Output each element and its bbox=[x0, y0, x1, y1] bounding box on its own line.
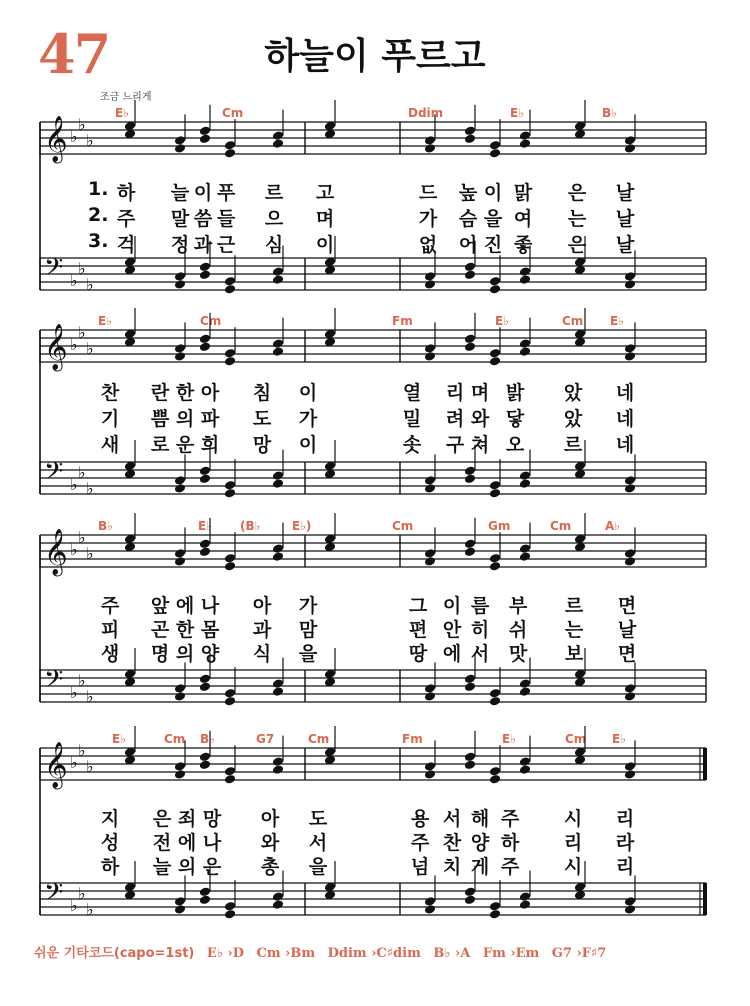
chord-label: Fm bbox=[402, 732, 423, 746]
chord-label: B♭ bbox=[98, 519, 113, 533]
music-system-2 bbox=[40, 310, 706, 520]
flat-icon: ♭ bbox=[70, 540, 78, 559]
lyric-syllable: 도 bbox=[308, 808, 328, 830]
lyric-syllable: 았 bbox=[563, 382, 583, 404]
flat-icon: ♭ bbox=[70, 683, 78, 702]
lyric-syllable: 솟 bbox=[402, 434, 422, 456]
guitar-chord-pair: Cm ›Bm bbox=[256, 946, 316, 961]
lyric-syllable: 해 bbox=[470, 808, 490, 830]
flat-icon: ♭ bbox=[70, 335, 78, 354]
guitar-chord-label: 쉬운 기타코드(capo=1st) bbox=[34, 946, 195, 961]
lyric-syllable: 망 bbox=[202, 808, 222, 830]
lyric-syllable: 르 bbox=[264, 182, 284, 204]
lyric-syllable: 한 bbox=[175, 382, 195, 404]
chord-label: Cm bbox=[164, 732, 186, 746]
lyric-syllable: 성 bbox=[100, 832, 120, 854]
lyric-syllable: 와 bbox=[470, 408, 490, 430]
lyric-syllable: 주 bbox=[500, 856, 520, 878]
lyric-syllable: 을 bbox=[483, 208, 503, 230]
lyric-syllable: 로 bbox=[150, 434, 170, 456]
lyric-syllable: 을 bbox=[298, 643, 318, 665]
lyric-syllable: 씀 bbox=[193, 208, 213, 230]
lyric-syllable: 으 bbox=[264, 208, 284, 230]
lyric-syllable: 시 bbox=[563, 856, 583, 878]
lyric-row-verse-2 bbox=[40, 615, 706, 641]
flat-icon: ♭ bbox=[70, 127, 78, 146]
chord-label: E♭ bbox=[612, 732, 626, 746]
flat-icon: ♭ bbox=[86, 131, 94, 150]
lyric-syllable: 높 bbox=[458, 182, 478, 204]
lyric-syllable: 밀 bbox=[402, 408, 422, 430]
lyric-row-verse-2 bbox=[40, 828, 706, 854]
lyric-syllable: 지 bbox=[100, 808, 120, 830]
lyric-syllable: 드 bbox=[418, 182, 438, 204]
chord-label: Cm bbox=[200, 314, 222, 328]
lyric-syllable: 면 bbox=[617, 595, 637, 617]
lyric-syllable: 기 bbox=[100, 408, 120, 430]
lyric-syllable: 리 bbox=[615, 808, 635, 830]
lyric-syllable: 맑 bbox=[513, 182, 533, 204]
chord-label: E♭) bbox=[292, 519, 312, 533]
lyric-row-verse-3 bbox=[40, 230, 706, 256]
lyric-syllable: 말 bbox=[170, 208, 190, 230]
lyric-syllable: 서 bbox=[308, 832, 328, 854]
lyric-syllable: 아 bbox=[260, 808, 280, 830]
lyric-syllable: 하 bbox=[116, 182, 136, 204]
flat-icon: ♭ bbox=[86, 479, 94, 498]
lyric-syllable: 하 bbox=[500, 832, 520, 854]
lyric-syllable: 라 bbox=[615, 832, 635, 854]
bass-clef-icon: 𝄢 bbox=[44, 878, 64, 913]
verse-number: 3. bbox=[88, 230, 109, 252]
flat-icon: ♭ bbox=[70, 475, 78, 494]
lyric-syllable: 히 bbox=[470, 619, 490, 641]
chord-label: E♭ bbox=[198, 519, 212, 533]
lyric-syllable: 좋 bbox=[513, 234, 533, 256]
lyric-syllable: 란 bbox=[150, 382, 170, 404]
lyric-syllable: 안 bbox=[442, 619, 462, 641]
music-system-4 bbox=[40, 728, 706, 938]
lyric-syllable: 이 bbox=[298, 382, 318, 404]
flat-icon: ♭ bbox=[86, 275, 94, 294]
chord-label: Cm bbox=[392, 519, 414, 533]
lyric-syllable: 가 bbox=[298, 408, 318, 430]
lyric-row-verse-3 bbox=[40, 639, 706, 665]
lyric-syllable: 식 bbox=[252, 643, 272, 665]
lyric-syllable: 치 bbox=[442, 856, 462, 878]
lyric-syllable: 과 bbox=[193, 234, 213, 256]
lyric-syllable: 쁨 bbox=[150, 408, 170, 430]
flat-icon: ♭ bbox=[86, 687, 94, 706]
chord-label: Ddim bbox=[408, 106, 444, 120]
lyric-syllable: 며 bbox=[315, 208, 335, 230]
lyric-row-verse-3 bbox=[40, 430, 706, 456]
flat-icon: ♭ bbox=[86, 900, 94, 919]
lyric-syllable: 피 bbox=[100, 619, 120, 641]
lyric-syllable: 나 bbox=[202, 832, 222, 854]
flat-icon: ♭ bbox=[78, 741, 86, 760]
lyric-syllable: 근 bbox=[216, 234, 236, 256]
lyric-syllable: 주 bbox=[116, 208, 136, 230]
lyric-syllable: 은 bbox=[567, 234, 587, 256]
lyric-syllable: 은 bbox=[152, 808, 172, 830]
lyric-syllable: 여 bbox=[513, 208, 533, 230]
lyric-syllable: 보 bbox=[564, 643, 584, 665]
lyric-syllable: 에 bbox=[175, 595, 195, 617]
guitar-chord-pair: Ddim ›C♯dim bbox=[327, 946, 421, 961]
bass-clef-icon: 𝄢 bbox=[44, 253, 64, 288]
chord-label: E♭ bbox=[112, 732, 126, 746]
lyric-syllable: 시 bbox=[563, 808, 583, 830]
lyric-syllable: 은 bbox=[202, 856, 222, 878]
lyric-syllable: 전 bbox=[152, 832, 172, 854]
chord-label: Gm bbox=[488, 519, 511, 533]
lyric-syllable: 날 bbox=[615, 182, 635, 204]
flat-icon: ♭ bbox=[78, 528, 86, 547]
chord-label: Fm bbox=[392, 314, 413, 328]
lyric-syllable: 찬 bbox=[100, 382, 120, 404]
lyric-syllable: 땅 bbox=[408, 643, 428, 665]
lyric-syllable: 찬 bbox=[442, 832, 462, 854]
lyric-syllable: 운 bbox=[175, 434, 195, 456]
lyric-syllable: 구 bbox=[445, 434, 465, 456]
chord-label: Cm bbox=[565, 732, 587, 746]
guitar-chord-pair: E♭ ›D bbox=[206, 946, 244, 961]
chord-label: Cm bbox=[550, 519, 572, 533]
lyric-syllable: 생 bbox=[100, 643, 120, 665]
lyric-row-verse-1 bbox=[40, 178, 706, 204]
chord-label: B♭ bbox=[200, 732, 215, 746]
flat-icon: ♭ bbox=[70, 753, 78, 772]
lyric-syllable: 이 bbox=[442, 595, 462, 617]
flat-icon: ♭ bbox=[86, 544, 94, 563]
lyric-syllable: 나 bbox=[200, 595, 220, 617]
lyric-syllable: 서 bbox=[442, 808, 462, 830]
chord-label: E♭ bbox=[510, 106, 524, 120]
treble-clef-icon: 𝄞 bbox=[44, 529, 68, 575]
flat-icon: ♭ bbox=[86, 339, 94, 358]
lyric-syllable: 게 bbox=[470, 856, 490, 878]
bass-clef-icon: 𝄢 bbox=[44, 457, 64, 492]
music-system-3 bbox=[40, 515, 706, 725]
lyric-syllable: 양 bbox=[470, 832, 490, 854]
lyric-syllable: 용 bbox=[410, 808, 430, 830]
lyric-syllable: 곤 bbox=[150, 619, 170, 641]
chord-label: Cm bbox=[562, 314, 584, 328]
guitar-chord-pair: B♭ ›A bbox=[433, 946, 471, 961]
lyric-syllable: 에 bbox=[177, 832, 197, 854]
lyric-syllable: 았 bbox=[563, 408, 583, 430]
lyric-syllable: 쉬 bbox=[508, 619, 528, 641]
lyric-syllable: 그 bbox=[408, 595, 428, 617]
lyric-syllable: 열 bbox=[402, 382, 422, 404]
lyric-syllable: 정 bbox=[170, 234, 190, 256]
lyric-syllable: 주 bbox=[410, 832, 430, 854]
lyric-row-verse-1 bbox=[40, 804, 706, 830]
guitar-chord-pair: Fm ›Em bbox=[482, 946, 540, 961]
lyric-syllable: 을 bbox=[308, 856, 328, 878]
lyric-syllable: 닿 bbox=[505, 408, 525, 430]
lyric-syllable: 총 bbox=[260, 856, 280, 878]
lyric-syllable: 새 bbox=[100, 434, 120, 456]
lyric-syllable: 양 bbox=[200, 643, 220, 665]
lyric-syllable: 고 bbox=[315, 182, 335, 204]
lyric-syllable: 리 bbox=[445, 382, 465, 404]
flat-icon: ♭ bbox=[78, 115, 86, 134]
flat-icon: ♭ bbox=[78, 671, 86, 690]
lyric-syllable: 한 bbox=[175, 619, 195, 641]
guitar-chord-pair: G7 ›F♯7 bbox=[551, 946, 607, 961]
chord-label: G7 bbox=[256, 732, 275, 746]
lyric-syllable: 하 bbox=[100, 856, 120, 878]
lyric-syllable: 네 bbox=[615, 408, 635, 430]
lyric-syllable: 는 bbox=[567, 208, 587, 230]
lyric-syllable: 네 bbox=[615, 434, 635, 456]
lyric-syllable: 은 bbox=[567, 182, 587, 204]
lyric-syllable: 쳐 bbox=[470, 434, 490, 456]
flat-icon: ♭ bbox=[70, 271, 78, 290]
treble-clef-icon: 𝄞 bbox=[44, 324, 68, 370]
lyric-syllable: 부 bbox=[508, 595, 528, 617]
lyric-syllable: 리 bbox=[563, 832, 583, 854]
lyric-syllable: 면 bbox=[617, 643, 637, 665]
flat-icon: ♭ bbox=[78, 884, 86, 903]
lyric-syllable: 망 bbox=[252, 434, 272, 456]
lyric-syllable: 아 bbox=[200, 382, 220, 404]
lyric-syllable: 진 bbox=[483, 234, 503, 256]
lyric-syllable: 어 bbox=[458, 234, 478, 256]
lyric-syllable: 르 bbox=[564, 595, 584, 617]
lyric-syllable: 과 bbox=[252, 619, 272, 641]
chord-label: E♭ bbox=[98, 314, 112, 328]
lyric-syllable: 름 bbox=[470, 595, 490, 617]
lyric-syllable: 날 bbox=[615, 234, 635, 256]
lyric-syllable: 서 bbox=[470, 643, 490, 665]
lyric-syllable: 의 bbox=[177, 856, 197, 878]
lyric-syllable: 려 bbox=[445, 408, 465, 430]
chord-label: E♭ bbox=[502, 732, 516, 746]
flat-icon: ♭ bbox=[78, 463, 86, 482]
lyric-syllable: 명 bbox=[150, 643, 170, 665]
flat-icon: ♭ bbox=[78, 259, 86, 278]
lyric-syllable: 의 bbox=[175, 408, 195, 430]
flat-icon: ♭ bbox=[70, 896, 78, 915]
bass-clef-icon: 𝄢 bbox=[44, 665, 64, 700]
music-system-1 bbox=[40, 100, 706, 310]
chord-label: Cm bbox=[308, 732, 330, 746]
lyric-row-verse-3 bbox=[40, 852, 706, 878]
lyric-syllable: 침 bbox=[252, 382, 272, 404]
lyric-syllable: 는 bbox=[564, 619, 584, 641]
lyric-syllable: 슴 bbox=[458, 208, 478, 230]
lyric-row-verse-2 bbox=[40, 204, 706, 230]
hymn-number: 47 bbox=[38, 22, 110, 86]
lyric-syllable: 앞 bbox=[150, 595, 170, 617]
treble-clef-icon: 𝄞 bbox=[44, 116, 68, 162]
lyric-syllable: 의 bbox=[175, 643, 195, 665]
flat-icon: ♭ bbox=[86, 757, 94, 776]
chord-label: E♭ bbox=[610, 314, 624, 328]
lyric-syllable: 이 bbox=[193, 182, 213, 204]
lyric-syllable: 걱 bbox=[116, 234, 136, 256]
lyric-syllable: 들 bbox=[216, 208, 236, 230]
lyric-syllable: 주 bbox=[100, 595, 120, 617]
lyric-syllable: 이 bbox=[483, 182, 503, 204]
lyric-syllable: 몸 bbox=[200, 619, 220, 641]
lyric-syllable: 이 bbox=[298, 434, 318, 456]
lyric-syllable: 파 bbox=[200, 408, 220, 430]
lyric-syllable: 도 bbox=[252, 408, 272, 430]
lyric-syllable: 가 bbox=[298, 595, 318, 617]
lyric-syllable: 이 bbox=[315, 234, 335, 256]
lyric-syllable: 리 bbox=[615, 856, 635, 878]
chord-label: E♭ bbox=[115, 106, 129, 120]
chord-label: B♭ bbox=[602, 106, 617, 120]
lyric-syllable: 와 bbox=[260, 832, 280, 854]
lyric-syllable: 주 bbox=[500, 808, 520, 830]
lyric-syllable: 밝 bbox=[505, 382, 525, 404]
lyric-syllable: 편 bbox=[408, 619, 428, 641]
chord-label: E♭ bbox=[495, 314, 509, 328]
guitar-chord-legend bbox=[34, 942, 614, 961]
lyric-row-verse-2 bbox=[40, 404, 706, 430]
chord-label: A♭ bbox=[605, 519, 620, 533]
lyric-syllable: 푸 bbox=[216, 182, 236, 204]
lyric-syllable: 맘 bbox=[298, 619, 318, 641]
tempo-marking: 조금 느리게 bbox=[100, 92, 152, 103]
lyric-syllable: 가 bbox=[418, 208, 438, 230]
lyric-syllable: 르 bbox=[563, 434, 583, 456]
flat-icon: ♭ bbox=[78, 323, 86, 342]
lyric-syllable: 없 bbox=[418, 234, 438, 256]
hymn-title: 하늘이 푸르고 bbox=[264, 36, 486, 77]
lyric-row-verse-1 bbox=[40, 591, 706, 617]
lyric-syllable: 날 bbox=[617, 619, 637, 641]
lyric-syllable: 늘 bbox=[170, 182, 190, 204]
lyric-syllable: 죄 bbox=[177, 808, 197, 830]
lyric-syllable: 며 bbox=[470, 382, 490, 404]
lyric-syllable: 날 bbox=[615, 208, 635, 230]
lyric-syllable: 아 bbox=[252, 595, 272, 617]
lyric-row-verse-1 bbox=[40, 378, 706, 404]
lyric-syllable: 넘 bbox=[410, 856, 430, 878]
chord-label: Cm bbox=[222, 106, 244, 120]
chord-label: (B♭ bbox=[240, 519, 261, 533]
verse-number: 1. bbox=[88, 178, 109, 200]
treble-clef-icon: 𝄞 bbox=[44, 742, 68, 788]
lyric-syllable: 희 bbox=[200, 434, 220, 456]
lyric-syllable: 오 bbox=[505, 434, 525, 456]
lyric-syllable: 늘 bbox=[152, 856, 172, 878]
verse-number: 2. bbox=[88, 204, 109, 226]
lyric-syllable: 심 bbox=[264, 234, 284, 256]
lyric-syllable: 네 bbox=[615, 382, 635, 404]
lyric-syllable: 에 bbox=[442, 643, 462, 665]
lyric-syllable: 맛 bbox=[508, 643, 528, 665]
